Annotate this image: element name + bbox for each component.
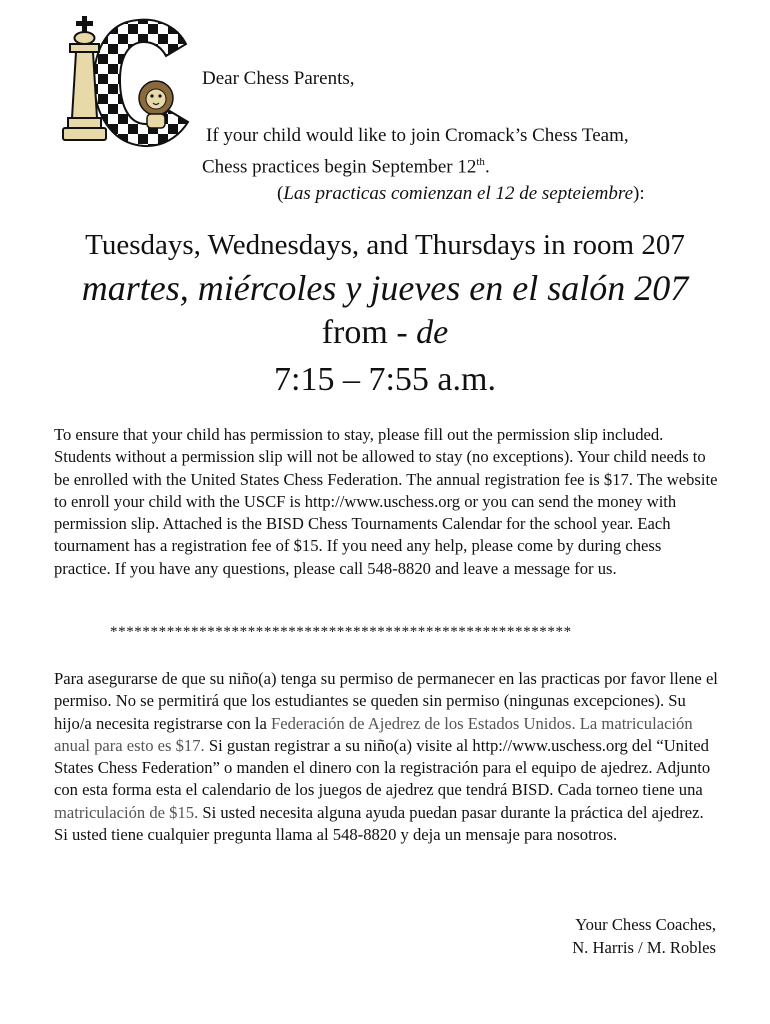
paren-open: ( — [277, 183, 284, 205]
english-body-paragraph: To ensure that your child has permission to stay, please fill out the permission slip included. Students without a permission slip will not be allowed to stay (no exceptions). Your child needs to be enrolled with the United States Chess Federation. The annual registration fee is $17. The website to enroll your child with the USCF is http://www.uschess.org or you can send the money with permission slip. Attached is the BISD Chess Tournaments Calendar for the school year. Each tournament has a registration fee of $15. If you need any help, please come by during chess practice. If you have any questions, please call 548-8820 and leave a message for us. — [54, 425, 718, 578]
spanish-start-note: Las practicas comienzan el 12 de septeiembre — [283, 183, 634, 205]
schedule-block — [0, 225, 770, 405]
schedule-from — [0, 311, 770, 355]
spanish-body-part-5: Si usted necesita alguna ayuda puedan pasar durante la práctica del ajedrez. Si usted tiene cualquier pregunta llama al 548-8820 y deja un mensaje para nosotros. — [54, 802, 704, 845]
ordinal-suffix: th — [476, 156, 485, 168]
intro-line-3-spanish — [202, 180, 742, 207]
schedule-days-english: Tuesdays, Wednesdays, and Thursdays in room 207 — [85, 229, 685, 261]
signature-closing: Your Chess Coaches, — [575, 915, 716, 934]
spanish-body-federation: Federación de Ajedrez de los Estados Unidos. La matriculación anual para esto es $17. — [54, 713, 693, 755]
spanish-body-fee: matriculación de $15. — [54, 802, 199, 822]
spanish-body-part-3: Si gustan registrar a su niño(a) visite al http://www.uschess.org del “United States Chess Federation” o manden el dinero con la registración para el equipo de ajedrez. Adjunto con esta forma esta el calendario de los juegos de ajedrez que tendrá BISD. Cada torneo tiene una — [54, 735, 711, 800]
intro-line-2-period: . — [484, 156, 490, 178]
section-divider: ********************************************************* — [110, 624, 572, 640]
chess-club-logo — [58, 14, 198, 150]
spanish-body-part-1: Para asegurarse de que su niño(a) tenga su permiso de permanecer en las practicas por favor llene el permiso. No se permitirá que los estudiantes se queden sin permiso (ningunas excepciones). Su hijo/a necesita registrarse con la — [54, 669, 718, 733]
intro-paragraph — [202, 122, 742, 207]
spanish-body-paragraph — [54, 668, 718, 846]
greeting: Dear Chess Parents, — [202, 68, 355, 89]
paren-close: ): — [633, 183, 645, 205]
intro-line-2-text: Chess practices begin September 12 — [202, 156, 477, 178]
schedule-days-spanish: martes, miércoles y jueves en el salón 207 — [81, 268, 689, 308]
schedule-time: 7:15 – 7:55 a.m. — [274, 361, 496, 398]
from-spanish: de — [416, 314, 449, 351]
intro-line-2 — [202, 149, 742, 180]
signature-block — [572, 914, 716, 959]
from-english: from - — [321, 314, 417, 351]
intro-line-1: If your child would like to join Cromack’s Chess Team, — [206, 125, 629, 146]
signature-names: N. Harris / M. Robles — [572, 937, 716, 957]
